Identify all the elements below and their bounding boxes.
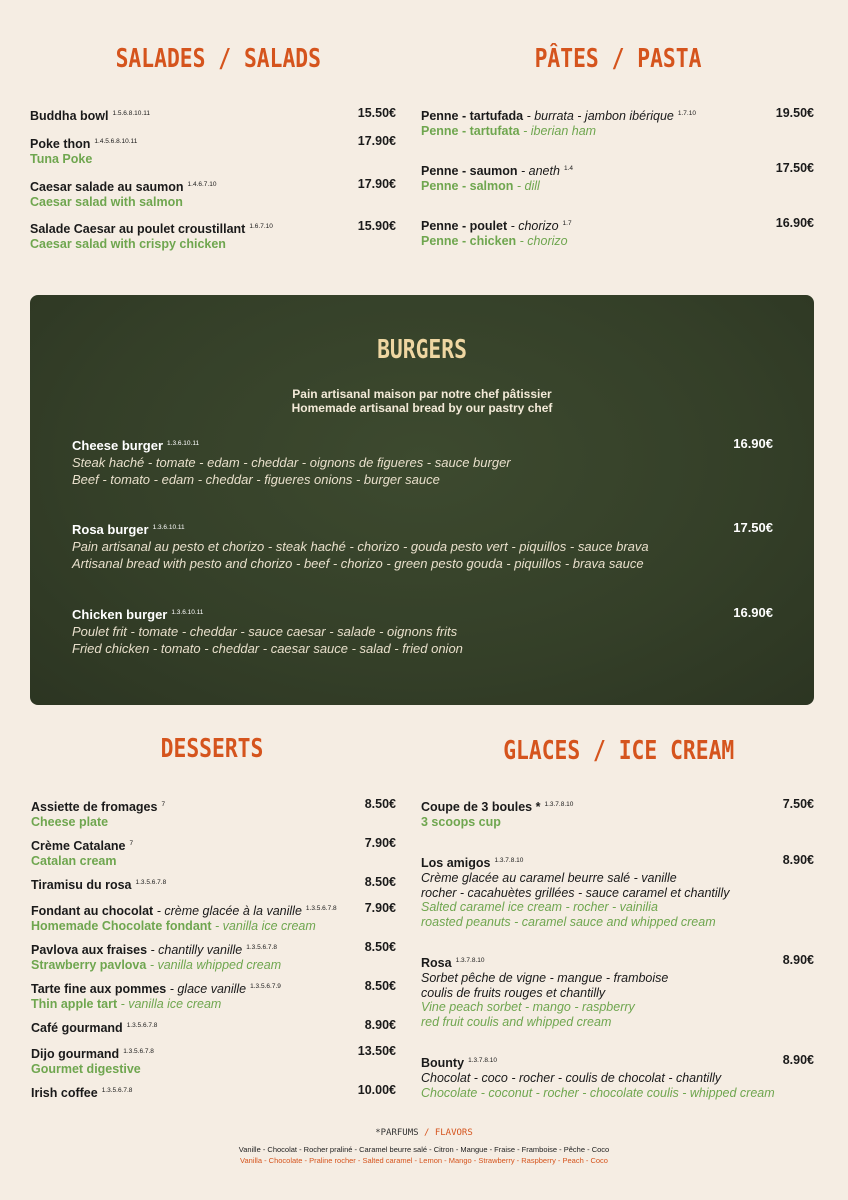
allergens: 1.3.5.6.7.8 xyxy=(135,879,167,886)
item-price: 10.00€ xyxy=(357,1083,396,1097)
allergens: 1.4.6.7.10 xyxy=(187,181,217,188)
item-name: Assiette de fromages xyxy=(31,800,158,814)
menu-item xyxy=(31,875,396,893)
allergens: 7 xyxy=(161,801,166,808)
menu-item xyxy=(31,1018,396,1036)
item-price: 8.50€ xyxy=(364,797,396,811)
menu-item xyxy=(31,901,396,934)
item-price: 8.90€ xyxy=(782,853,814,867)
flavours-list-en: Vanilla - Chocolate - Praline rocher - Salted caramel - Lemon - Mango - Strawberry - Raspberry - Peach - Coco xyxy=(240,1156,608,1165)
allergens: 1.7.10 xyxy=(677,110,696,117)
allergens: 1.4 xyxy=(563,165,573,172)
pasta-section xyxy=(421,106,814,256)
allergens: 1.3.5.6.7.8 xyxy=(126,1022,158,1029)
menu-item xyxy=(421,1053,814,1100)
burger-item xyxy=(72,520,773,572)
item-name: Poke thon xyxy=(30,137,91,151)
menu-item xyxy=(421,953,814,1029)
flavours-list-fr: Vanille - Chocolat - Rocher praliné - Caramel beurre salé - Citron - Mangue - Fraise - Framboise - Pêche - Coco xyxy=(238,1145,610,1154)
item-name: Pavlova aux fraises xyxy=(31,943,148,957)
item-desc-en: red fruit coulis and whipped cream xyxy=(421,1014,612,1029)
item-desc-fr: Pain artisanal au pesto et chorizo - steak haché - chorizo - gouda pesto vert - piquillos - sauce brava xyxy=(72,539,649,554)
menu-item xyxy=(421,106,814,139)
item-english-desc: - iberian ham xyxy=(519,124,597,138)
item-english-desc: - vanilla ice cream xyxy=(211,919,316,933)
item-price: 17.90€ xyxy=(357,177,396,191)
allergens: 1.3.7.8.10 xyxy=(544,801,574,808)
menu-item xyxy=(31,797,396,830)
item-english-desc: - chorizo xyxy=(516,234,568,248)
item-name: Buddha bowl xyxy=(30,109,109,123)
item-price: 8.50€ xyxy=(364,979,396,993)
item-english: Thin apple tart xyxy=(31,997,118,1011)
item-price: 13.50€ xyxy=(357,1044,396,1058)
item-english: Cheese plate xyxy=(31,815,109,829)
icecream-heading: GLACES / ICE CREAM xyxy=(503,736,735,766)
item-desc: - aneth xyxy=(517,164,560,178)
item-name: Penne - saumon xyxy=(421,164,518,178)
item-name: Penne - tartufada xyxy=(421,109,524,123)
icecream-section xyxy=(421,797,814,1102)
item-english: Tuna Poke xyxy=(30,152,93,166)
item-price: 15.50€ xyxy=(357,106,396,120)
item-english: Gourmet digestive xyxy=(31,1062,141,1076)
item-price: 19.50€ xyxy=(775,106,814,120)
allergens: 1.3.6.10.11 xyxy=(171,609,204,616)
item-name: Penne - poulet xyxy=(421,219,508,233)
item-desc-en: roasted peanuts - caramel sauce and whipped cream xyxy=(421,914,716,929)
menu-item xyxy=(30,106,396,124)
flavours-title xyxy=(0,1128,848,1138)
flavours-title-fr: *PARFUMS xyxy=(375,1128,419,1138)
salads-heading: SALADES / SALADS xyxy=(115,44,321,74)
allergens: 1.3.6.10.11 xyxy=(167,440,200,447)
item-desc: - crème glacée à la vanille xyxy=(153,904,302,918)
allergens: 1.4.5.6.8.10.11 xyxy=(94,138,138,145)
menu-item xyxy=(31,940,396,973)
item-desc-fr: Crème glacée au caramel beurre salé - vanille xyxy=(421,871,677,885)
item-desc: - chantilly vanille xyxy=(147,943,243,957)
allergens: 1.3.5.6.7.8 xyxy=(246,944,277,951)
item-desc-en: Salted caramel ice cream - rocher - vainilia xyxy=(421,900,658,914)
item-english-desc: - vanilla ice cream xyxy=(117,997,222,1011)
item-name: Fondant au chocolat xyxy=(31,904,154,918)
allergens: 1.3.5.6.7.9 xyxy=(250,983,281,990)
burgers-subtitle-en: Homemade artisanal bread by our pastry chef xyxy=(291,401,553,415)
item-price: 16.90€ xyxy=(733,436,773,451)
item-english: Penne - chicken xyxy=(421,234,517,248)
menu-item xyxy=(31,836,396,869)
item-name: Cheese burger xyxy=(72,438,164,453)
item-price: 8.90€ xyxy=(364,1018,396,1032)
allergens: 1.3.7.8.10 xyxy=(494,857,524,864)
item-english: Caesar salad with crispy chicken xyxy=(30,237,226,251)
menu-item xyxy=(31,1044,396,1077)
item-name: Tiramisu du rosa xyxy=(31,878,132,892)
item-desc-fr: Poulet frit - tomate - cheddar - sauce caesar - salade - oignons frits xyxy=(72,624,458,639)
item-name: Rosa burger xyxy=(72,522,149,537)
item-name: Tarte fine aux pommes xyxy=(31,982,167,996)
item-name: Los amigos xyxy=(421,856,491,870)
item-english: Caesar salad with salmon xyxy=(30,195,183,209)
item-price: 16.90€ xyxy=(733,605,773,620)
allergens: 7 xyxy=(129,840,134,847)
item-english-desc: - dill xyxy=(513,179,540,193)
allergens: 1.5.6.8.10.11 xyxy=(112,110,150,117)
item-name: Coupe de 3 boules * xyxy=(421,800,541,814)
item-price: 17.90€ xyxy=(357,134,396,148)
item-price: 8.90€ xyxy=(782,1053,814,1067)
item-desc-fr: coulis de fruits rouges et chantilly xyxy=(421,985,606,1000)
item-desc-fr: Steak haché - tomate - edam - cheddar - oignons de figueres - sauce burger xyxy=(72,455,511,470)
menu-item xyxy=(421,853,814,929)
allergens: 1.3.5.6.7.8 xyxy=(101,1087,133,1094)
item-english: Catalan cream xyxy=(31,854,117,868)
item-english: Penne - tartufata xyxy=(421,124,520,138)
burger-item xyxy=(72,436,773,488)
item-name: Café gourmand xyxy=(31,1021,123,1035)
item-english: Strawberry pavlova xyxy=(31,958,147,972)
item-price: 8.90€ xyxy=(782,953,814,967)
item-desc-fr: Chocolat - coco - rocher - coulis de chocolat - chantilly xyxy=(421,1071,722,1085)
item-desc-en: Fried chicken - tomato - cheddar - caesar sauce - salad - fried onion xyxy=(72,641,463,656)
item-name: Salade Caesar au poulet croustillant xyxy=(30,222,246,236)
item-price: 8.50€ xyxy=(364,875,396,889)
menu-item xyxy=(421,161,814,194)
item-desc: - glace vanille xyxy=(166,982,247,996)
item-name: Irish coffee xyxy=(31,1086,98,1100)
item-price: 7.90€ xyxy=(364,901,396,915)
burgers-subtitle-fr: Pain artisanal maison par notre chef pâtissier xyxy=(292,387,552,401)
item-name: Crème Catalane xyxy=(31,839,126,853)
menu-item xyxy=(31,979,396,1012)
item-price: 7.50€ xyxy=(782,797,814,811)
item-desc-en: Chocolate - coconut - rocher - chocolate coulis - whipped cream xyxy=(421,1085,775,1100)
menu-item xyxy=(31,1083,396,1101)
item-english-desc: - vanilla whipped cream xyxy=(146,958,282,972)
item-desc-en: Beef - tomato - edam - cheddar - figueres onions - burger sauce xyxy=(72,472,440,487)
item-name: Bounty xyxy=(421,1056,465,1070)
item-english: Penne - salmon xyxy=(421,179,514,193)
burgers-heading: BURGERS xyxy=(377,335,467,365)
salads-section xyxy=(30,106,396,256)
desserts-section xyxy=(31,797,396,1102)
item-price: 15.90€ xyxy=(357,219,396,233)
menu-item xyxy=(30,134,396,167)
allergens: 1.3.5.6.7.8 xyxy=(123,1048,154,1055)
burger-item xyxy=(72,605,773,657)
item-name: Rosa xyxy=(421,956,452,970)
flavours-title-sep: / xyxy=(418,1128,435,1138)
allergens: 1.3.6.10.11 xyxy=(152,524,185,531)
item-price: 7.90€ xyxy=(364,836,396,850)
allergens: 1.3.7.8.10 xyxy=(455,957,485,964)
item-name: Dijo gourmand xyxy=(31,1047,120,1061)
item-desc: - burrata - jambon ibérique xyxy=(523,109,674,123)
desserts-heading: DESSERTS xyxy=(160,734,264,764)
item-desc-en: Artisanal bread with pesto and chorizo - beef - chorizo - green pesto gouda - piquillos - brava sauce xyxy=(72,556,644,571)
item-price: 8.50€ xyxy=(364,940,396,954)
item-price: 16.90€ xyxy=(775,216,814,230)
allergens: 1.3.7.8.10 xyxy=(468,1057,497,1064)
item-desc-en: Vine peach sorbet - mango - raspberry xyxy=(421,1000,635,1014)
item-price: 17.50€ xyxy=(775,161,814,175)
item-english: Homemade Chocolate fondant xyxy=(31,919,212,933)
item-price: 17.50€ xyxy=(733,520,773,535)
menu-item xyxy=(421,797,814,830)
item-desc-fr: rocher - cacahuètes grillées - sauce caramel et chantilly xyxy=(421,885,730,900)
allergens: 1.7 xyxy=(562,220,572,227)
menu-item xyxy=(421,216,814,249)
item-name: Chicken burger xyxy=(72,607,168,622)
item-desc-fr: Sorbet pêche de vigne - mangue - framboise xyxy=(421,971,669,985)
item-desc: - chorizo xyxy=(507,219,559,233)
allergens: 1.3.5.6.7.8 xyxy=(305,905,337,912)
allergens: 1.6.7.10 xyxy=(249,223,273,230)
item-english: 3 scoops cup xyxy=(421,815,501,829)
flavours-title-en: FLAVORS xyxy=(434,1128,473,1138)
burgers-panel xyxy=(30,295,814,705)
menu-item xyxy=(30,177,396,210)
menu-item xyxy=(30,219,396,252)
item-name: Caesar salade au saumon xyxy=(30,180,184,194)
pasta-heading: PÂTES / PASTA xyxy=(534,44,702,74)
